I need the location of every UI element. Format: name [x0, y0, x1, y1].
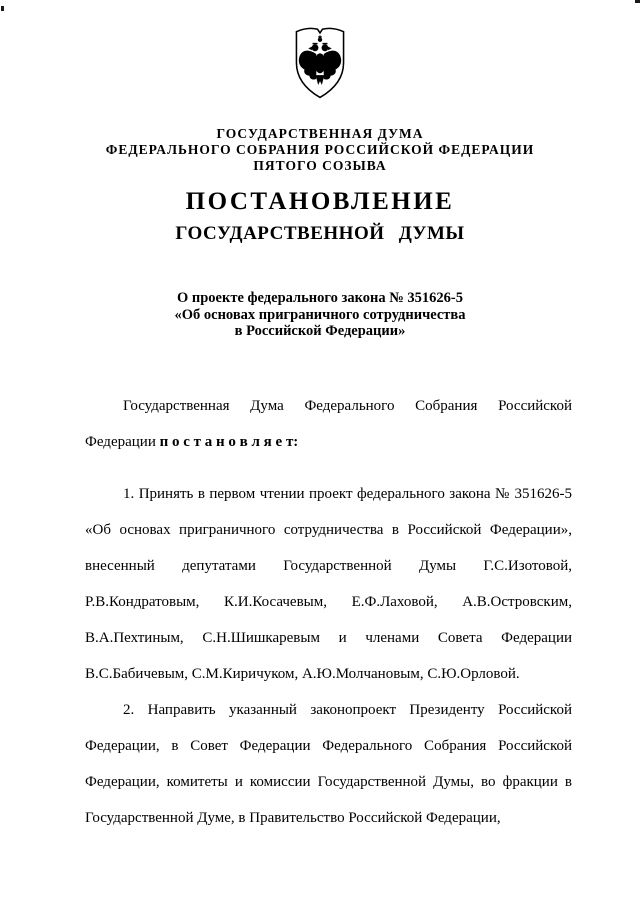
- paragraph-1: 1. Принять в первом чтении проект федерального закона № 351626-5 «Об основах приграничного сотрудничества в Российской Федерации», внесенный депутатами Государственной Думы Г.С.Изотовой, Р.В.Кондратовым, К.И.Косачевым, Е.Ф.Лаховой, А.В.Островским, В.А.Пехтиным, С.Н.Шишкаревым и членами Совета Федерации В.С.Бабичевым, С.М.Киричуком, А.Ю.Молчановым, С.Ю.Орловой.: [85, 485, 572, 682]
- subject-block: [0, 290, 640, 340]
- intro-verb: п о с т а н о в л я е т:: [159, 433, 299, 450]
- letterhead: [0, 126, 640, 174]
- paragraph-2: 2. Направить указанный законопроект Президенту Российской Федерации, в Совет Федерации Федерального Собрания Российской Федерации, комитеты и комиссии Государственной Думы, во фракции в Государственной Думе, в Правительство Российской Федерации,: [85, 701, 572, 826]
- scan-artifact: [635, 0, 640, 3]
- coat-of-arms-emblem: [0, 0, 640, 113]
- document-title: ПОСТАНОВЛЕНИЕ: [185, 188, 455, 215]
- document-body: [85, 388, 572, 836]
- intro-paragraph: [85, 388, 572, 460]
- document-subtitle: ГОСУДАРСТВЕННОЙ ДУМЫ: [175, 223, 465, 244]
- intro-text: Государственная Дума Федерального Собрания Российской Федерации: [85, 397, 572, 450]
- subject-line-2: «Об основах приграничного сотрудничества: [174, 306, 466, 323]
- letterhead-line-3: ПЯТОГО СОЗЫВА: [253, 158, 387, 173]
- subject-line-1: О проекте федерального закона № 351626-5: [176, 290, 464, 306]
- letterhead-line-1: ГОСУДАРСТВЕННАЯ ДУМА: [216, 126, 424, 141]
- letterhead-line-2: ФЕДЕРАЛЬНОГО СОБРАНИЯ РОССИЙСКОЙ ФЕДЕРАЦИИ: [105, 142, 535, 157]
- scan-artifact: [1, 6, 4, 11]
- subject-line-3: в Российской Федерации»: [234, 323, 406, 339]
- double-headed-eagle-icon: [289, 18, 351, 108]
